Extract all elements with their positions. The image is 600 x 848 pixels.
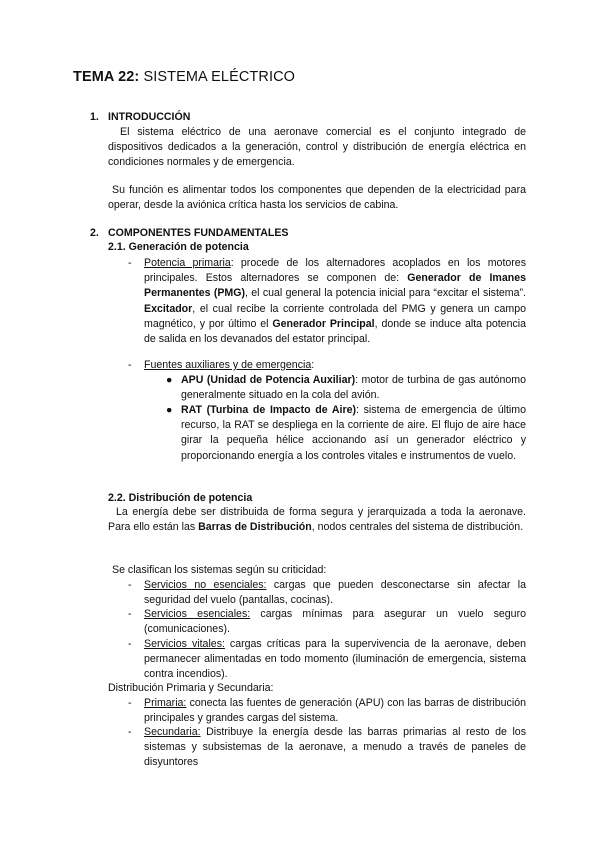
primary-power-text-3: , el cual recibe la corriente controlada del PMG y genera un campo magnético, y por último el bbox=[144, 302, 526, 330]
primary-power-label: Potencia primaria bbox=[144, 257, 231, 269]
vital-label: Servicios vitales: bbox=[144, 638, 225, 650]
aux-sources-item bbox=[144, 358, 526, 373]
apu-text: : motor de turbina de gas autónomo generalmente situado en la cola del avión. bbox=[181, 374, 526, 402]
dash-marker: - bbox=[128, 608, 132, 620]
dash-marker: - bbox=[128, 638, 132, 650]
dash-marker: - bbox=[128, 726, 132, 738]
apu-item bbox=[181, 373, 526, 403]
section-1-heading bbox=[90, 110, 190, 125]
dash-marker: - bbox=[128, 257, 132, 269]
distribution-bars-term: Barras de Distribución bbox=[198, 521, 312, 534]
distribution-text-1: La energía debe ser distribuida de forma segura y jerarquizada a toda la aeronave. Para ello están las bbox=[108, 506, 526, 534]
primary-secondary-heading: Distribución Primaria y Secundaria: bbox=[108, 682, 274, 694]
essential-label: Servicios esenciales: bbox=[144, 608, 251, 620]
section-1-number: 1. bbox=[90, 111, 99, 123]
rat-term: RAT (Turbina de Impacto de Aire) bbox=[181, 404, 357, 416]
main-generator-term: Generador Principal bbox=[272, 317, 375, 330]
essential-text: cargas mínimas para asegurar un vuelo seguro (comunicaciones). bbox=[144, 608, 526, 636]
distribution-text-2: , nodos centrales del sistema de distribución. bbox=[311, 521, 524, 534]
secondary-distribution-item bbox=[144, 725, 526, 771]
section-1-title: INTRODUCCIÓN bbox=[108, 111, 191, 123]
rat-item bbox=[181, 403, 526, 464]
subsection-2-2-heading: 2.2. Distribución de potencia bbox=[108, 492, 253, 504]
primary-distribution-text: conecta las fuentes de generación (APU) con las barras de distribución principales y grandes cargas del sistema. bbox=[144, 697, 526, 725]
vital-text: cargas críticas para la supervivencia de la aeronave, deben permanecer alimentadas en todo momento (iluminación de emergencia, sistema contra incendios). bbox=[144, 638, 526, 681]
secondary-distribution-label: Secundaria: bbox=[144, 726, 201, 738]
bullet-marker: ● bbox=[166, 404, 173, 416]
primary-distribution-label: Primaria: bbox=[144, 697, 187, 709]
subsection-2-1-heading: 2.1. Generación de potencia bbox=[108, 241, 249, 253]
intro-paragraph-1: El sistema eléctrico de una aeronave comercial es el conjunto integrado de dispositivos dedicados a la generación, control y distribución de energía eléctrica en condiciones normales y de emergencia. bbox=[108, 126, 526, 169]
distribution-paragraph bbox=[108, 505, 526, 535]
non-essential-text: cargas que pueden desconectarse sin afectar la seguridad del vuelo (pantallas, cocinas). bbox=[144, 579, 526, 607]
rat-text: : sistema de emergencia de último recurso, la RAT se despliega en la corriente de aire. El flujo de aire hace girar la pequeña hélice accionando así un generador eléctrico y proporcionando energía a los controles vitales e instrumentos de vuelo. bbox=[181, 404, 526, 462]
aux-sources-label: Fuentes auxiliares y de emergencia bbox=[144, 359, 312, 371]
primary-power-text-2: , el cual general la potencia inicial para “excitar el sistema”. bbox=[245, 287, 526, 300]
dash-marker: - bbox=[128, 579, 132, 591]
non-essential-item bbox=[144, 578, 526, 608]
dash-marker: - bbox=[128, 359, 132, 371]
aux-sources-colon: : bbox=[311, 359, 315, 371]
exciter-term: Excitador bbox=[144, 302, 193, 315]
primary-power-item bbox=[144, 256, 526, 347]
section-2-title: COMPONENTES FUNDAMENTALES bbox=[108, 227, 289, 239]
non-essential-label: Servicios no esenciales: bbox=[144, 579, 267, 591]
title-bold: TEMA 22: bbox=[73, 69, 140, 85]
pmg-term: Generador de Imanes Permanentes (PMG) bbox=[144, 272, 526, 300]
apu-term: APU (Unidad de Potencia Auxiliar) bbox=[181, 374, 356, 386]
primary-distribution-item bbox=[144, 696, 526, 726]
intro-paragraph-2: Su función es alimentar todos los componentes que dependen de la electricidad para operar, desde la aviónica crítica hasta los servicios de cabina. bbox=[108, 184, 526, 212]
section-2-number: 2. bbox=[90, 227, 99, 239]
vital-item bbox=[144, 637, 526, 683]
page-title bbox=[73, 70, 295, 85]
secondary-distribution-text: Distribuye la energía desde las barras primarias al resto de los sistemas y subsistemas de la aeronave, a menudo a través de paneles de disyuntores bbox=[144, 726, 526, 769]
primary-power-text-4: , donde se induce alta potencia de salida en los devanados del estator principal. bbox=[144, 317, 526, 346]
dash-marker: - bbox=[128, 697, 132, 709]
primary-power-text-1: : procede de los alternadores acoplados en los motores principales. Estos alternadores se componen de: bbox=[144, 257, 526, 285]
criticality-intro: Se clasifican los sistemas según su criticidad: bbox=[112, 564, 327, 576]
title-rest: SISTEMA ELÉCTRICO bbox=[139, 69, 296, 85]
section-2-heading bbox=[90, 226, 289, 241]
essential-item bbox=[144, 607, 526, 637]
bullet-marker: ● bbox=[166, 374, 173, 386]
